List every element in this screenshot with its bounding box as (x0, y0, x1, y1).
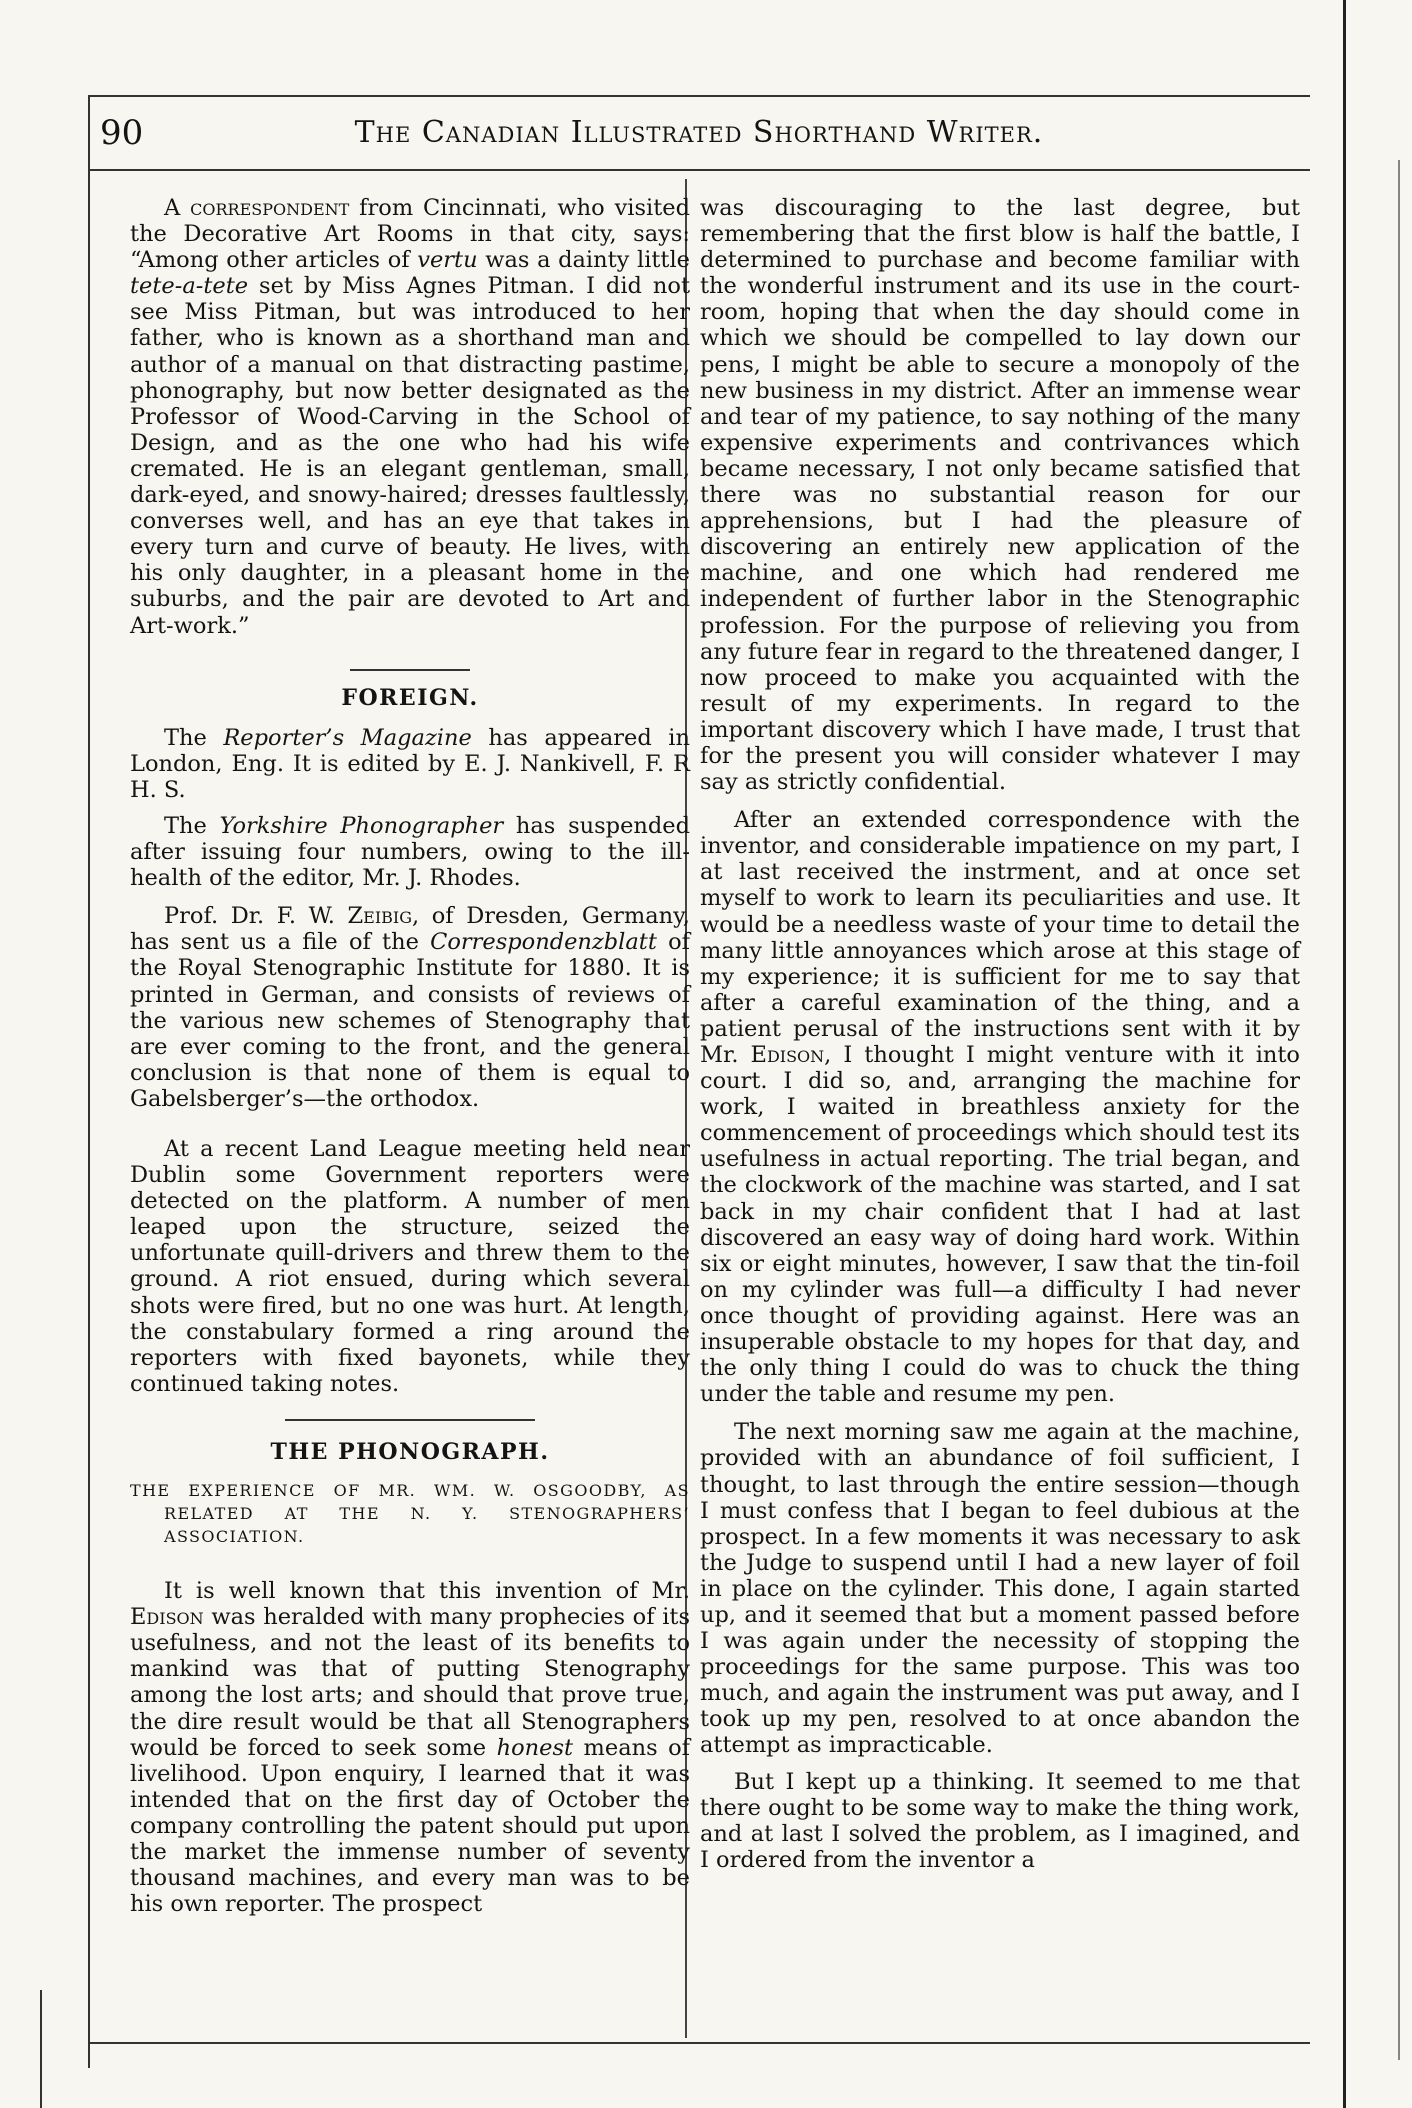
text-run: from Cincinnati, who visited the Decorative Art Rooms in that city, says: “Among other articles of (130, 195, 690, 274)
phonograph-paragraph-4: But I kept up a thinking. It seemed to me that there ought to be some way to make the thing work, and at last I solved the problem, as I imagined, and I ordered from the inventor a (700, 1768, 1300, 1873)
italic-run: tete-a-tete (130, 273, 249, 300)
left-border-rule (88, 95, 90, 2068)
phonograph-paragraph-1 (130, 1578, 690, 1917)
running-header (88, 113, 1310, 163)
smallcaps-run: Zeibig (347, 903, 413, 930)
italic-run: vertu (417, 247, 478, 274)
text-run: , of Dresden, Germany, has sent us a file of the (130, 903, 690, 956)
italic-run: honest (496, 1734, 574, 1761)
land-league-paragraph: At a recent Land League meeting held near Dublin some Government reporters were detected on the platform. A number of men leaped upon the structure, seized the unfortunate quill-drivers and threw them to the ground. A riot ensued, during which several shots were fired, but no one was hurt. At length, the constabulary formed a ring around the reporters with fixed bayonets, while they continued taking notes. (130, 1136, 690, 1397)
page-frame (88, 95, 1310, 2068)
article-subhead: THE EXPERIENCE OF MR. WM. W. OSGOODBY, AS RELATED AT THE N. Y. STENOGRAPHERS’ ASSOCIATION. (130, 1481, 690, 1547)
text-run: of the Royal Stenographic Institute for 1880. It is printed in German, and consists of reviews of the various new schemes of Stenography that are ever coming to the front, and the general conclusion is that none of them is equal to Gabelsberger’s—the orthodox. (130, 929, 690, 1112)
top-rule (88, 95, 1310, 97)
italic-run: Correspondenzblatt (430, 929, 657, 956)
phonograph-paragraph-2 (700, 807, 1300, 1407)
smallcaps-run: Edison (130, 1604, 204, 1631)
text-run: Prof. Dr. F. W. (164, 903, 348, 930)
italic-run: Reporter’s Magazine (223, 724, 472, 751)
text-run: has suspended after issuing four numbers, owing to the ill-health of the editor, Mr. J. Rhodes. (130, 812, 690, 892)
page-edge-shadow (1343, 0, 1346, 2108)
text-run: After an extended correspondence with the inventor, and considerable impatience on my part, I at last received the instrment, and at once set myself to work to learn its peculiarities and use. It would be a needless waste of your time to detail the many little annoyances which arose at this stage of my experience; it is sufficient for me to say that after a careful examination of the thing, and a patient perusal of the instructions sent with it by Mr. (700, 807, 1300, 1068)
section-title-foreign: FOREIGN. (341, 684, 479, 711)
reporters-magazine-paragraph (130, 725, 690, 803)
left-column (130, 195, 690, 1917)
smallcaps-run: Edison (750, 1042, 825, 1068)
yorkshire-paragraph (130, 813, 690, 891)
section-title-phonograph: THE PHONOGRAPH. (270, 1438, 550, 1465)
text-run: , I thought I might venture with it into court. I did so, and, arranging the machine for work, I waited in breathless anxiety for the commencement of proceedings which should test its usefulness in actual reporting. The trial began, and the clockwork of the machine was started, and I sat back in my chair confident that I had at last discovered an easy way of doing hard work. Within six or eight minutes, however, I saw that the tin-foil on my cylinder was full—a difficulty I had never once thought of providing against. Here was an insuperable obstacle to my hopes for that day, and the only thing I could do was to chuck the thing under the table and resume my pen. (700, 1042, 1300, 1408)
zeibig-paragraph (130, 903, 690, 1112)
lead-words: A correspondent (164, 195, 350, 221)
bottom-rule (88, 2042, 1310, 2044)
page-edge-shadow-outer (1398, 160, 1400, 2060)
text-run: The (164, 724, 224, 751)
text-run: was heralded with many prophecies of its usefulness, and not the least of its benefits to mankind was that of putting Stenography among the lost arts; and should that prove true, the dire result would be that all Stenographers would be forced to seek some (130, 1604, 690, 1761)
right-column (700, 195, 1300, 1873)
page-edge-mark (40, 1990, 42, 2108)
text-run: It is well known that this invention of Mr. (164, 1578, 690, 1605)
page-number: 90 (100, 113, 144, 153)
text-run: has appeared in London, Eng. It is edited by E. J. Nankivell, F. R H. S. (130, 724, 690, 803)
phonograph-paragraph-3: The next morning saw me again at the machine, provided with an abundance of foil sufficient, I thought, to last through the entire session—though I must confess that I began to feel dubious at the prospect. In a few moments it was necessary to ask the Judge to suspend until I had a new layer of foil in place on the cylinder. This done, I again started up, and it seemed that but a moment passed before I was again under the necessity of stopping the proceedings for the same purpose. This was too much, and again the instrument was put away, and I took up my pen, resolved to at once abandon the attempt as impracticable. (700, 1419, 1300, 1759)
text-run: was a dainty little (477, 247, 690, 274)
correspondent-paragraph (130, 195, 690, 639)
phonograph-paragraph-continued: was discouraging to the last degree, but remembering that the first blow is half the battle, I determined to purchase and become familiar with the wonderful instrument and its use in the court-room, hoping that when the day should come in which we should be compelled to lay down our pens, I might be able to secure a monopoly of the new business in my district. After an immense wear and tear of my patience, to say nothing of the many expensive experiments and contrivances which became necessary, I not only became satisfied that there was no substantial reason for our apprehensions, but I had the pleasure of discovering an entirely new application of the machine, and one which had rendered me independent of further labor in the Stenographic profession. For the purpose of relieving you from any future fear in regard to the threatened danger, I now proceed to make you acquainted with the result of my experiments. In regard to the important discovery which I have made, I trust that for the present you will consider whatever I may say as strictly confidential. (700, 195, 1300, 796)
italic-run: Yorkshire Phonographer (219, 812, 504, 839)
text-run: set by Miss Agnes Pitman. I did not see Miss Pitman, but was introduced to her father, who is known as a shorthand man and author of a manual on that distracting pastime, phonography, but now better designated as the Professor of Wood-Carving in the School of Design, and as the one who had his wife cremated. He is an elegant gentleman, small, dark-eyed, and snowy-haired; dresses faultlessly, converses well, and has an eye that takes in every turn and curve of beauty. He lives, with his only daughter, in a pleasant home in the suburbs, and the pair are devoted to Art and Art-work.” (130, 273, 690, 639)
header-rule (88, 169, 1310, 171)
running-title: The Canadian Illustrated Shorthand Writer. (354, 115, 1044, 150)
text-run: The (164, 812, 220, 839)
text-run: means of livelihood. Upon enquiry, I learned that it was intended that on the first day of October the company controlling the patent should put upon the market the immense number of seventy thousand machines, and every man was to be his own reporter. The prospect (130, 1734, 691, 1918)
